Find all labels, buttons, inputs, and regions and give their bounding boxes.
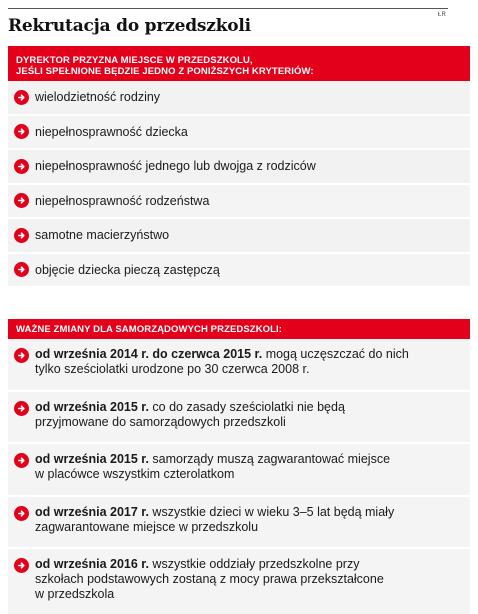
- change-line1: samorządy muszą zagwarantować miejsce: [148, 452, 391, 466]
- change-text: [35, 505, 394, 535]
- arrow-right-circle-icon: [14, 453, 29, 468]
- change-line1: co do zasady sześciolatki nie będą: [148, 400, 345, 414]
- change-line2: przyjmowane do samorządowych przedszkoli: [35, 415, 286, 429]
- arrow-right-circle-icon: [14, 558, 29, 573]
- list-item: [8, 549, 470, 614]
- change-date: od września 2014 r. do czerwca 2015 r.: [35, 347, 263, 361]
- change-date: od września 2016 r.: [35, 557, 149, 571]
- criterion-text: niepełnosprawność dziecka: [35, 124, 188, 139]
- change-text: [35, 557, 384, 602]
- author-credit: ŁR: [437, 12, 446, 18]
- criterion-text: niepełnosprawność jednego lub dwojga z rodziców: [35, 159, 316, 174]
- criterion-text: wielodzietność rodziny: [35, 90, 161, 105]
- criterion-text: objęcie dziecka pieczą zastępczą: [35, 262, 220, 277]
- criteria-header: [8, 46, 470, 81]
- arrow-right-circle-icon: [14, 348, 29, 363]
- changes-section: [8, 319, 470, 614]
- change-date: od września 2015 r.: [35, 400, 149, 414]
- top-rule: [8, 8, 448, 9]
- list-item: [8, 116, 470, 151]
- change-line1: mogą uczęszczać do nich: [262, 347, 409, 361]
- change-line1: wszystkie dzieci w wieku 3–5 lat będą miały: [148, 505, 395, 519]
- change-line1: wszystkie oddziały przedszkolne przy: [148, 557, 360, 571]
- change-line2: w placówce wszystkim czterolatkom: [35, 467, 235, 481]
- arrow-right-circle-icon: [14, 401, 29, 416]
- change-date: od września 2015 r.: [35, 452, 149, 466]
- arrow-right-circle-icon: [14, 124, 29, 139]
- list-item: [8, 185, 470, 220]
- list-item: [8, 81, 470, 116]
- list-item: [8, 392, 470, 444]
- list-item: [8, 254, 470, 289]
- arrow-right-circle-icon: [14, 90, 29, 105]
- change-text: [35, 347, 409, 377]
- changes-header: WAŻNE ZMIANY DLA SAMORZĄDOWYCH PRZEDSZKOLI:: [8, 319, 470, 339]
- arrow-right-circle-icon: [14, 228, 29, 243]
- change-line2: szkołach podstawowych zostaną z mocy prawa przekształcone: [35, 572, 384, 586]
- criteria-section: [8, 46, 470, 288]
- criteria-header-line2: JEŚLI SPEŁNIONE BĘDZIE JEDNO Z PONIŻSZYCH KRYTERIÓW:: [16, 66, 314, 77]
- change-text: [35, 452, 390, 482]
- list-item: [8, 219, 470, 254]
- change-line3: w przedszkola: [35, 587, 115, 601]
- criteria-header-line1: DYREKTOR PRZYZNA MIEJSCE W PRZEDSZKOLU,: [16, 55, 253, 66]
- change-text: [35, 400, 345, 430]
- arrow-right-circle-icon: [14, 193, 29, 208]
- list-item: [8, 497, 470, 549]
- change-line2: tylko sześciolatki urodzone po 30 czerwca 2008 r.: [35, 362, 310, 376]
- arrow-right-circle-icon: [14, 262, 29, 277]
- page-title: Rekrutacja do przedszkoli: [8, 16, 251, 36]
- change-line2: zagwarantowane miejsce w przedszkolu: [35, 520, 259, 534]
- change-date: od września 2017 r.: [35, 505, 149, 519]
- list-item: [8, 150, 470, 185]
- criterion-text: samotne macierzyństwo: [35, 228, 170, 243]
- list-item: [8, 339, 470, 392]
- arrow-right-circle-icon: [14, 506, 29, 521]
- criterion-text: niepełnosprawność rodzeństwa: [35, 193, 210, 208]
- list-item: [8, 444, 470, 497]
- arrow-right-circle-icon: [14, 159, 29, 174]
